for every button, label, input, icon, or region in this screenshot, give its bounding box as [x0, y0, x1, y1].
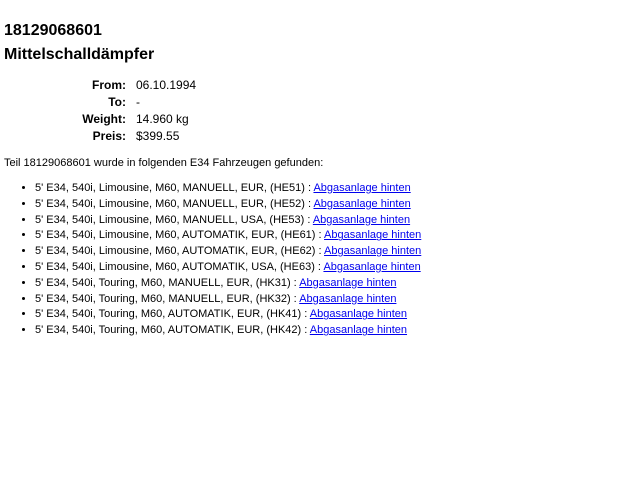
- vehicle-list-item: [35, 213, 421, 229]
- part-name-heading: Mittelschalldämpfer: [4, 46, 155, 63]
- vehicle-list-item: [35, 323, 421, 339]
- exhaust-group-link[interactable]: Abgasanlage hinten: [324, 245, 422, 258]
- vehicle-list-item: [35, 181, 421, 197]
- vehicle-description: 5' E34, 540i, Limousine, M60, AUTOMATIK, EUR, (HE62): [35, 245, 316, 258]
- vehicle-description: 5' E34, 540i, Limousine, M60, AUTOMATIK, EUR, (HE61): [35, 229, 316, 242]
- vehicle-description: 5' E34, 540i, Limousine, M60, MANUELL, EUR, (HE52): [35, 197, 305, 210]
- exhaust-group-link[interactable]: Abgasanlage hinten: [323, 260, 421, 273]
- vehicle-list-item: [35, 228, 421, 244]
- exhaust-group-link[interactable]: Abgasanlage hinten: [312, 213, 411, 226]
- exhaust-group-link[interactable]: Abgasanlage hinten: [299, 292, 397, 305]
- detail-value: -: [136, 95, 140, 109]
- vehicle-list-item: [35, 244, 421, 260]
- vehicle-separator: :: [304, 182, 314, 194]
- exhaust-group-link[interactable]: Abgasanlage hinten: [313, 197, 411, 210]
- exhaust-group-link[interactable]: Abgasanlage hinten: [309, 308, 408, 321]
- part-details-table: [78, 77, 196, 145]
- vehicle-list-item: [35, 197, 421, 213]
- detail-row: [78, 111, 196, 128]
- vehicle-description: 5' E34, 540i, Touring, M60, MANUELL, EUR, (HK31): [35, 276, 291, 289]
- found-in-vehicles-text: Teil 18129068601 wurde in folgenden E34 Fahrzeugen gefunden:: [4, 157, 324, 169]
- detail-value: 06.10.1994: [136, 78, 197, 92]
- vehicle-separator: :: [315, 229, 325, 242]
- detail-label: From:: [92, 78, 126, 92]
- detail-row: [78, 128, 196, 145]
- detail-label: Weight:: [82, 112, 126, 126]
- vehicle-description: 5' E34, 540i, Limousine, M60, AUTOMATIK, USA, (HE63): [35, 260, 315, 273]
- vehicle-separator: :: [315, 245, 325, 258]
- vehicle-list-item: [35, 260, 421, 276]
- vehicle-description: 5' E34, 540i, Limousine, M60, MANUELL, EUR, (HE51): [35, 182, 305, 194]
- exhaust-group-link[interactable]: Abgasanlage hinten: [324, 229, 422, 242]
- vehicle-description: 5' E34, 540i, Touring, M60, MANUELL, EUR, (HK32): [35, 292, 291, 305]
- vehicle-separator: :: [304, 197, 314, 210]
- exhaust-group-link[interactable]: Abgasanlage hinten: [313, 182, 411, 194]
- vehicle-description: 5' E34, 540i, Touring, M60, AUTOMATIK, EUR, (HK41): [35, 308, 302, 321]
- vehicle-separator: :: [290, 292, 300, 305]
- vehicle-list-item: [35, 292, 421, 308]
- vehicle-separator: :: [301, 324, 310, 337]
- vehicle-list-item: [35, 276, 421, 292]
- vehicle-list: [4, 181, 421, 339]
- vehicle-description: 5' E34, 540i, Limousine, M60, MANUELL, USA, (HE53): [35, 213, 305, 226]
- vehicle-list-item: [35, 307, 421, 323]
- vehicle-separator: :: [301, 308, 310, 321]
- vehicle-separator: :: [304, 213, 313, 226]
- detail-label: Preis:: [92, 129, 126, 143]
- part-number-heading: 18129068601: [4, 22, 102, 39]
- vehicle-separator: :: [290, 276, 300, 289]
- detail-row: [78, 94, 196, 111]
- vehicle-description: 5' E34, 540i, Touring, M60, AUTOMATIK, EUR, (HK42): [35, 324, 302, 337]
- detail-row: [78, 77, 196, 94]
- vehicle-separator: :: [314, 260, 324, 273]
- exhaust-group-link[interactable]: Abgasanlage hinten: [309, 324, 408, 337]
- detail-label: To:: [108, 95, 126, 109]
- detail-value: $399.55: [136, 129, 180, 143]
- detail-value: 14.960 kg: [136, 112, 189, 126]
- exhaust-group-link[interactable]: Abgasanlage hinten: [299, 276, 397, 289]
